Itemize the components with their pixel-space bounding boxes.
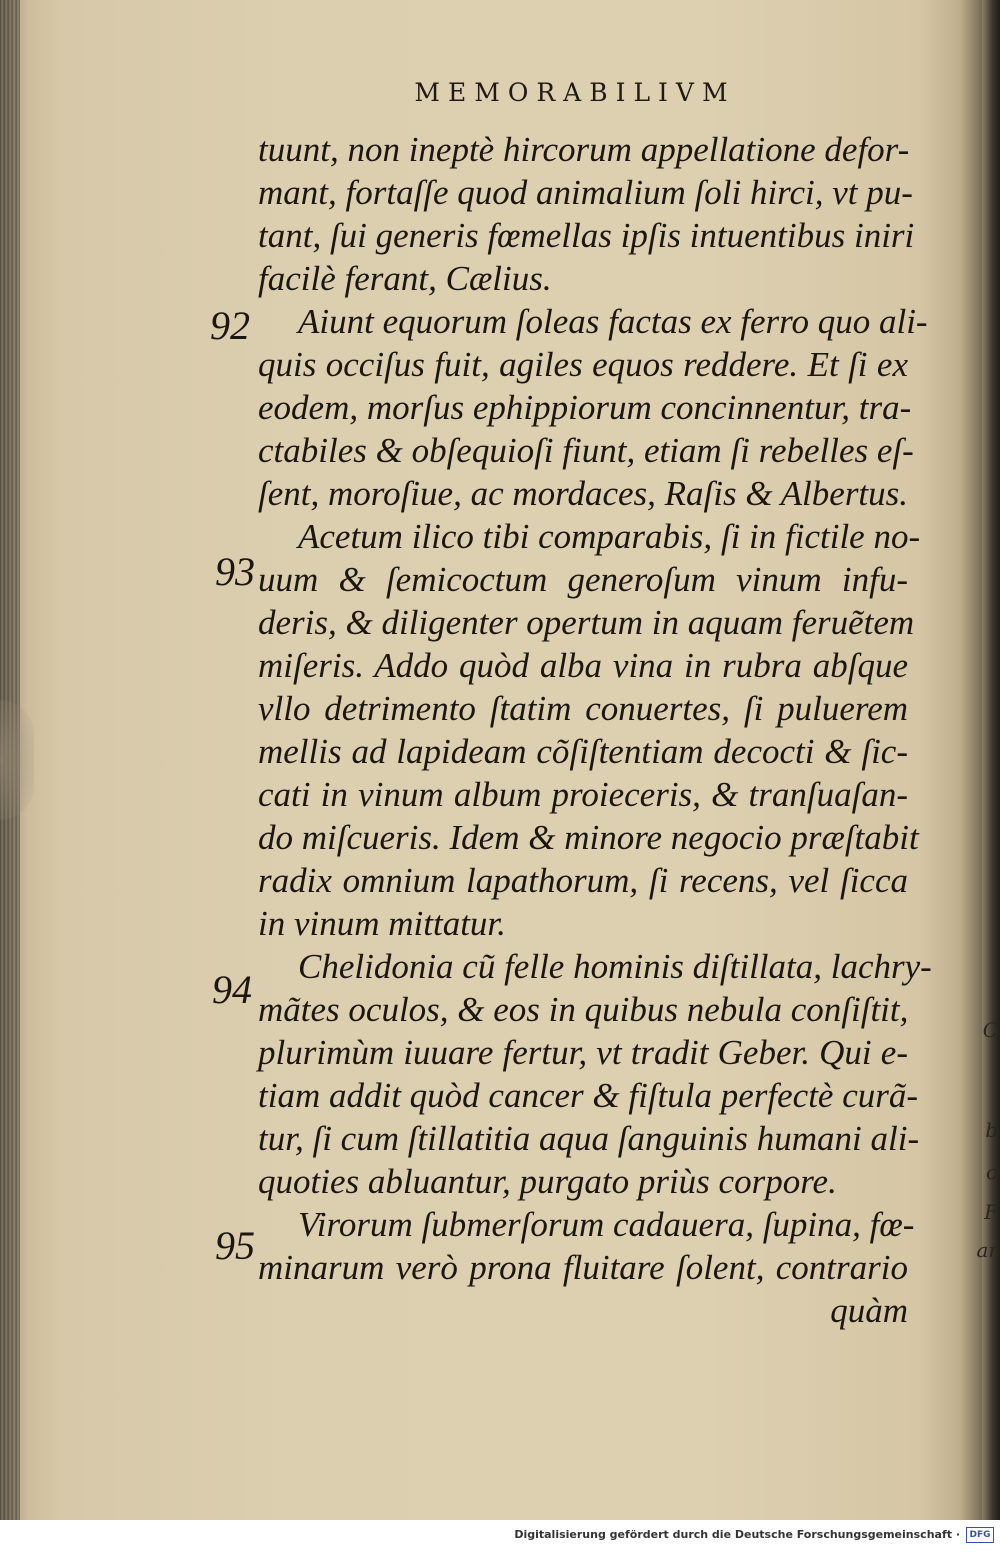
- footer-bar: [0, 1520, 1000, 1552]
- section-number: 93: [215, 549, 255, 594]
- text-line: ſent, moroſiue, ac mordaces, Raſis & Albertus.: [258, 474, 909, 513]
- text-line: mellis ad lapideam cõſiſtentiam decocti & ſic-: [258, 732, 908, 771]
- margin-fragment: o: [985, 1160, 998, 1184]
- margin-fragment: C: [982, 1018, 998, 1042]
- text-line: mãtes oculos, & eos in quibus nebula conſiſtit,: [258, 990, 909, 1029]
- section-number: 95: [215, 1223, 255, 1268]
- text-line: Aiunt equorum ſoleas factas ex ferro quo ali-: [298, 302, 928, 341]
- text-line: radix omnium lapathorum, ſi recens, vel ſicca: [258, 861, 908, 900]
- text-line: Chelidonia cũ felle hominis diſtillata, lachry-: [298, 947, 932, 986]
- text-line: mant, fortaſſe quod animalium ſoli hirci, vt pu-: [258, 173, 913, 212]
- text-line: cati in vinum album proieceris, & tranſuaſan-: [258, 775, 908, 814]
- margin-fragment: F: [984, 1200, 998, 1224]
- section-number: 94: [212, 967, 252, 1012]
- text-line: vllo detrimento ſtatim conuertes, ſi puluerem: [258, 689, 908, 728]
- text-line: tuunt, non ineptè hircorum appellatione defor-: [258, 130, 910, 169]
- text-line: tiam addit quòd cancer & fiſtula perfectè curã-: [258, 1076, 919, 1115]
- funding-credit: Digitalisierung gefördert durch die Deutsche Forschungsgemeinschaft ·: [514, 1528, 960, 1541]
- text-line: quis occiſus fuit, agiles equos reddere. Et ſi ex: [258, 345, 908, 384]
- text-line: tant, ſui generis fœmellas ipſis intuentibus iniri: [258, 216, 915, 255]
- text-line: deris, & diligenter opertum in aquam feruẽtem: [258, 603, 915, 642]
- paper-stain: [0, 700, 34, 820]
- text-line: minarum verò prona fluitare ſolent, contrario: [258, 1248, 908, 1287]
- text-line: Virorum ſubmerſorum cadauera, ſupina, fœ-: [298, 1205, 915, 1244]
- page-body: [258, 128, 932, 1332]
- text-line: Acetum ilico tibi comparabis, ſi in fictile no-: [298, 517, 921, 556]
- dfg-logo-icon: DFG: [966, 1527, 994, 1543]
- text-line: plurimùm iuuare fertur, vt tradit Geber. Qui e-: [258, 1033, 908, 1072]
- text-line: miſeris. Addo quòd alba vina in rubra abſque: [258, 646, 908, 685]
- text-line: eodem, morſus ephippiorum concinnentur, tra-: [258, 388, 912, 427]
- text-line: do miſcueris. Idem & minore negocio præſtabit: [258, 818, 919, 857]
- text-line: quoties abluantur, purgato priùs corpore.: [258, 1162, 837, 1201]
- catchword: quàm: [830, 1291, 908, 1330]
- margin-fragment: b: [985, 1118, 998, 1142]
- book-gutter: [982, 0, 1000, 1520]
- running-head: MEMORABILIVM: [414, 78, 736, 107]
- text-line: facilè ferant, Cælius.: [258, 259, 552, 298]
- margin-fragment: ar: [976, 1238, 998, 1262]
- text-line: uum & ſemicoctum generoſum vinum infu-: [258, 560, 908, 599]
- section-number: 92: [210, 303, 250, 348]
- text-line: tur, ſi cum ſtillatitia aqua ſanguinis humani ali-: [258, 1119, 920, 1158]
- text-line: in vinum mittatur.: [258, 904, 506, 943]
- text-line: ctabiles & obſequioſi fiunt, etiam ſi rebelles eſ-: [258, 431, 914, 470]
